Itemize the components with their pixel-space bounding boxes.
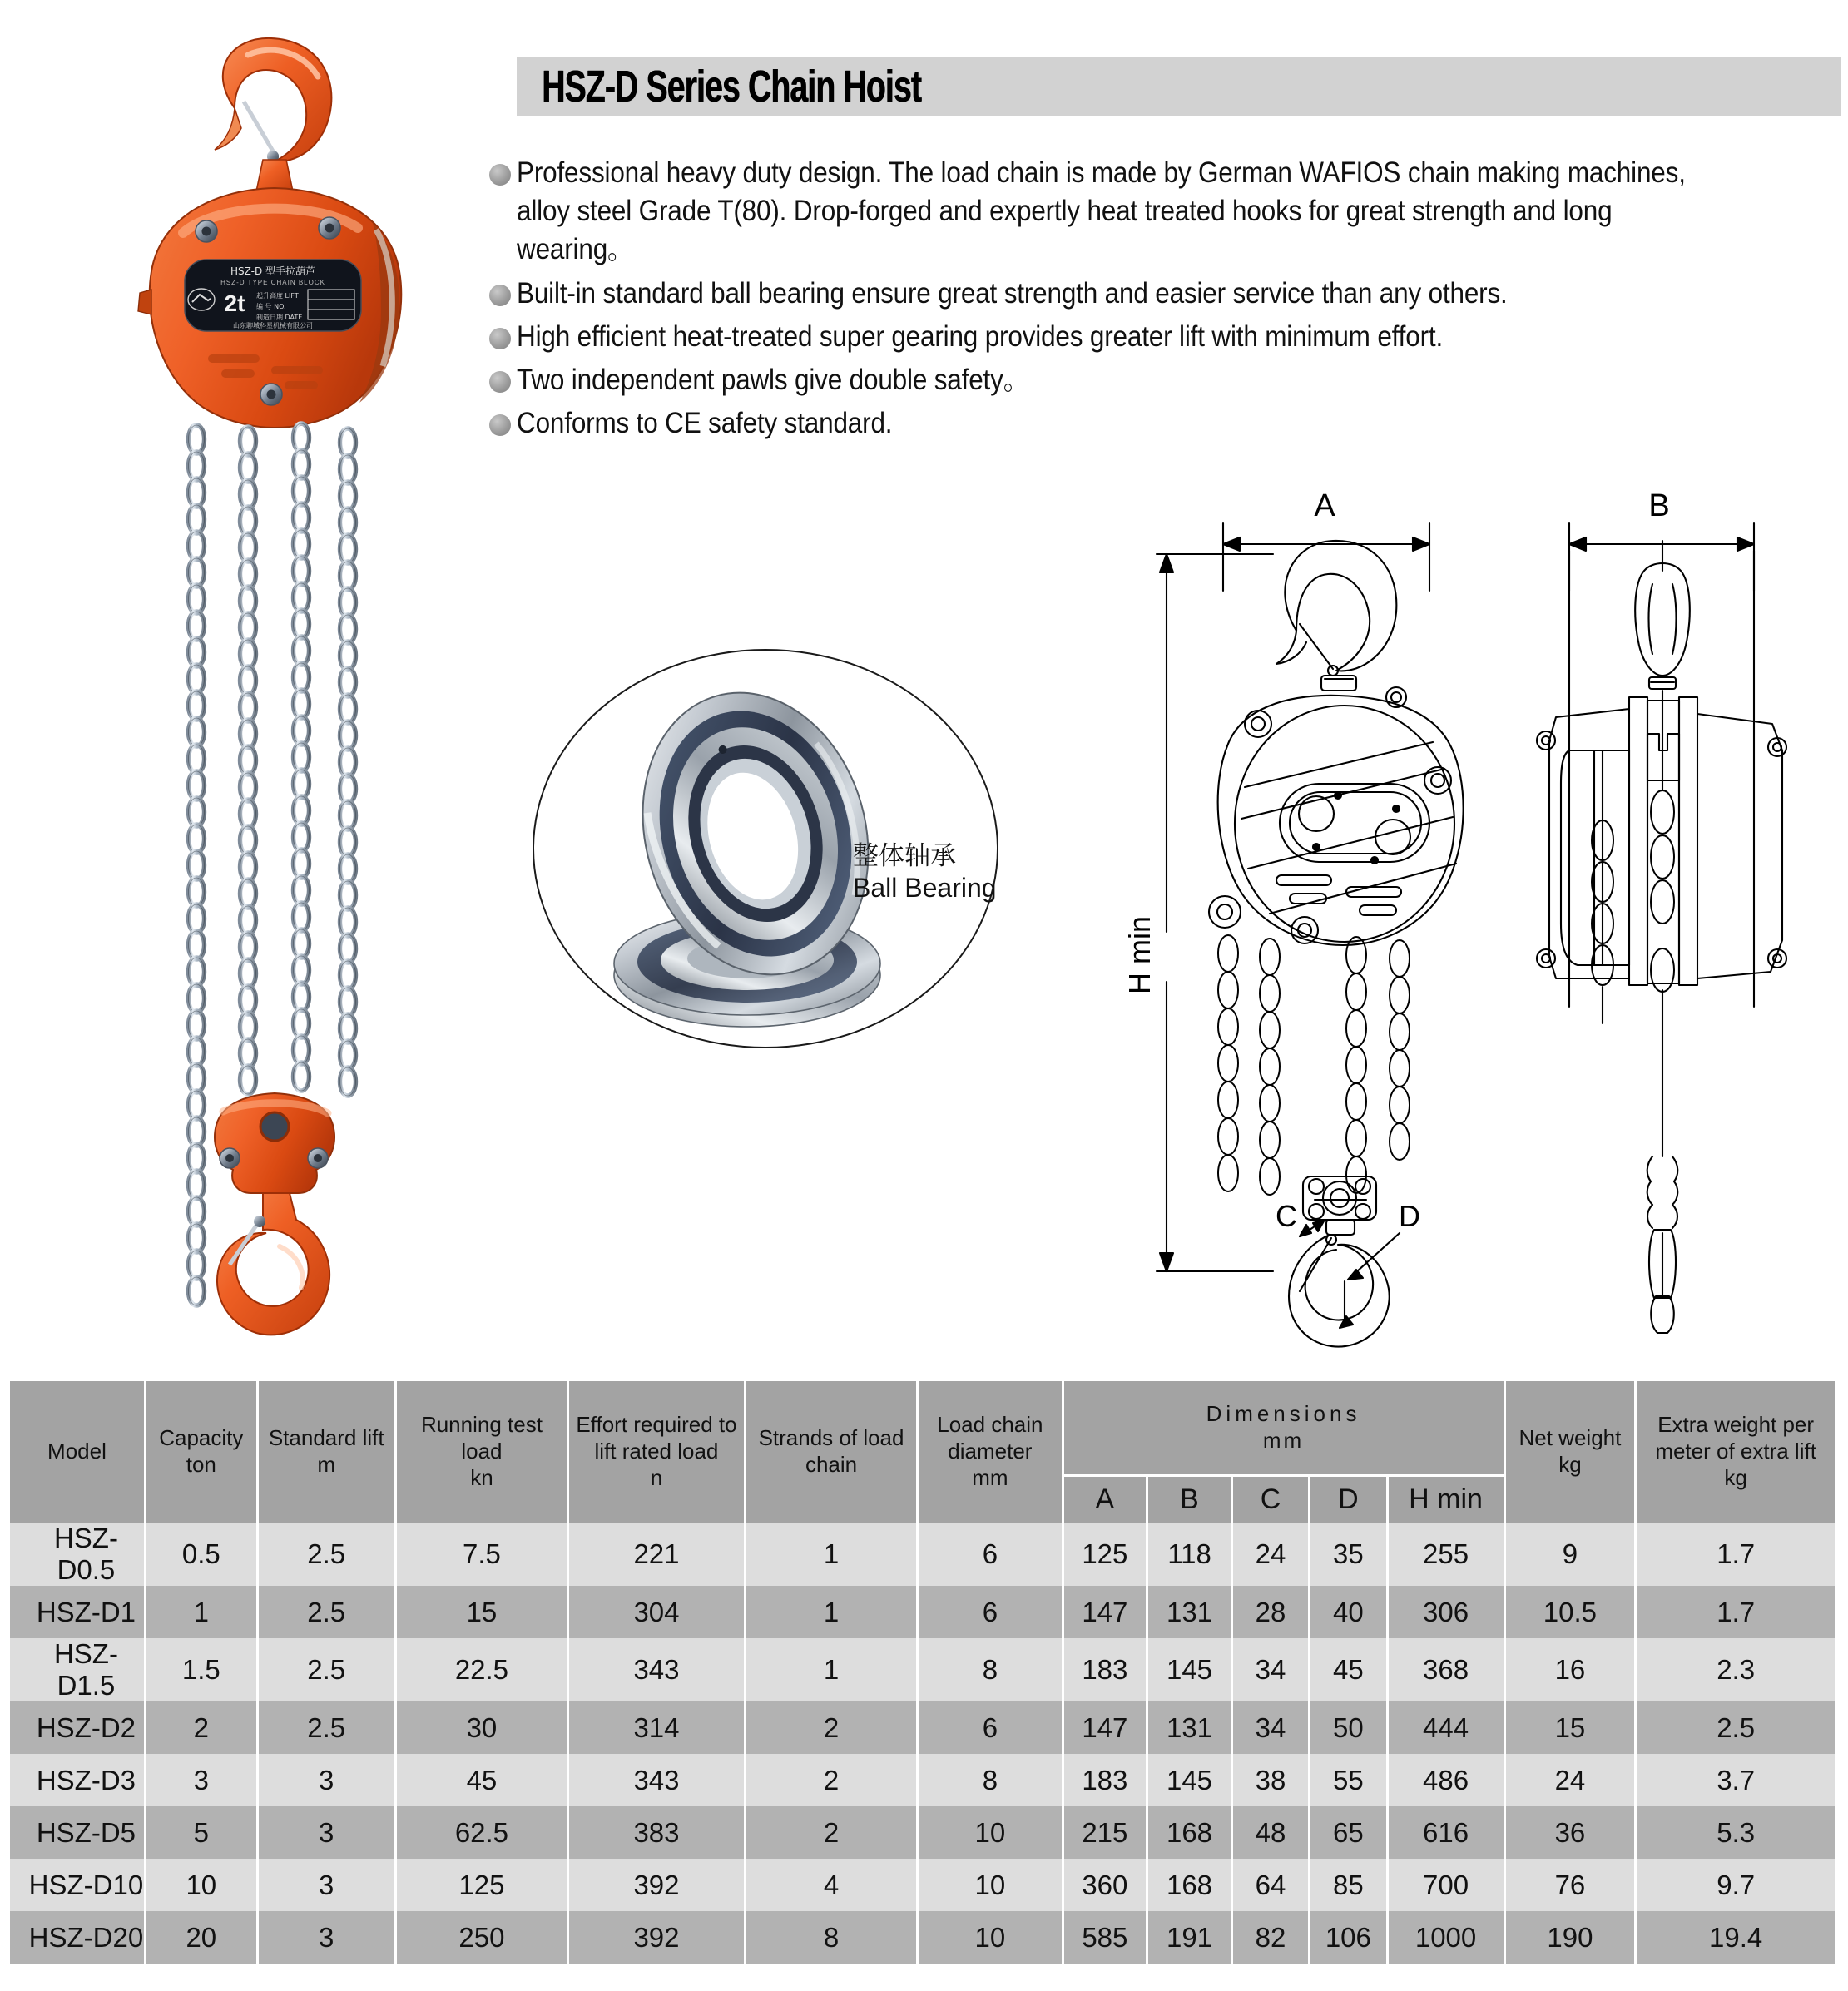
col-header-capacity: Capacity ton <box>146 1381 259 1523</box>
title-banner <box>517 57 1841 116</box>
bullet-dot-icon <box>489 371 511 393</box>
cell-test-load: 7.5 <box>397 1523 569 1586</box>
cell-effort: 383 <box>569 1806 746 1859</box>
cell-model: HSZ-D0.5 <box>10 1523 146 1586</box>
bullet-dot-icon <box>489 285 511 306</box>
cell-strands: 2 <box>746 1754 919 1806</box>
cell-chain-dia: 8 <box>919 1638 1063 1701</box>
cell-effort: 314 <box>569 1701 746 1754</box>
col-header-dim-a: A <box>1064 1474 1149 1523</box>
cell-test-load: 250 <box>397 1911 569 1964</box>
dim-label-d: D <box>1399 1199 1420 1233</box>
cell-hmin: 444 <box>1389 1701 1506 1754</box>
dim-label-c: C <box>1276 1199 1297 1233</box>
cell-hmin: 368 <box>1389 1638 1506 1701</box>
cell-d: 35 <box>1310 1523 1388 1586</box>
cell-c: 34 <box>1233 1638 1310 1701</box>
cell-d: 85 <box>1310 1859 1388 1911</box>
col-header-dim-c: C <box>1233 1474 1310 1523</box>
bearing-label-en: Ball Bearing <box>853 872 997 903</box>
col-header-chain-diameter: Load chain diameter mm <box>919 1381 1063 1523</box>
cell-a: 215 <box>1064 1806 1149 1859</box>
cell-c: 48 <box>1233 1806 1310 1859</box>
table-header <box>10 1381 1837 1523</box>
cell-model: HSZ-D20 <box>10 1911 146 1964</box>
chain-strand-4 <box>340 428 356 1096</box>
cell-strands: 1 <box>746 1586 919 1638</box>
cell-a: 183 <box>1064 1754 1149 1806</box>
cell-chain-dia: 10 <box>919 1806 1063 1859</box>
cell-capacity: 1 <box>146 1586 259 1638</box>
cell-model: HSZ-D10 <box>10 1859 146 1911</box>
cell-strands: 1 <box>746 1638 919 1701</box>
svg-text:2t: 2t <box>224 290 245 316</box>
cell-net-weight: 24 <box>1506 1754 1637 1806</box>
col-header-standard-lift: Standard lift m <box>259 1381 397 1523</box>
cell-a: 147 <box>1064 1586 1149 1638</box>
svg-text:山东聊城科星机械有限公司: 山东聊城科星机械有限公司 <box>233 322 313 329</box>
cell-lift: 3 <box>259 1806 397 1859</box>
cell-b: 131 <box>1148 1701 1233 1754</box>
cell-extra-weight: 5.3 <box>1637 1806 1837 1859</box>
cell-extra-weight: 3.7 <box>1637 1754 1837 1806</box>
cell-b: 145 <box>1148 1638 1233 1701</box>
feature-text: Built-in standard ball bearing ensure great strength and easier service than any others. <box>517 276 1508 310</box>
cell-model: HSZ-D5 <box>10 1806 146 1859</box>
table-row <box>10 1701 1837 1754</box>
cell-net-weight: 9 <box>1506 1523 1637 1586</box>
cell-c: 24 <box>1233 1523 1310 1586</box>
cell-hmin: 616 <box>1389 1806 1506 1859</box>
list-item <box>489 154 1837 270</box>
bullet-dot-icon <box>489 164 511 186</box>
feature-list <box>489 154 1837 448</box>
col-header-model: Model <box>10 1381 146 1523</box>
col-header-dim-b: B <box>1148 1474 1233 1523</box>
cell-capacity: 3 <box>146 1754 259 1806</box>
cell-d: 50 <box>1310 1701 1388 1754</box>
cell-test-load: 22.5 <box>397 1638 569 1701</box>
col-header-dim-hmin: H min <box>1389 1474 1506 1523</box>
cell-net-weight: 16 <box>1506 1638 1637 1701</box>
table-body <box>10 1523 1837 1964</box>
feature-text: High efficient heat-treated super gearing provides greater lift with minimum effort. <box>517 319 1444 353</box>
col-header-net-weight: Net weight kg <box>1506 1381 1637 1523</box>
feature-text: Professional heavy duty design. The load chain is made by German WAFIOS chain making machines, alloy steel Grade T(80). Drop-forged and expertly heat treated hooks for great strength and long wearing。 <box>517 156 1686 266</box>
cell-model: HSZ-D1.5 <box>10 1638 146 1701</box>
cell-b: 118 <box>1148 1523 1233 1586</box>
product-photo <box>108 25 458 1348</box>
bearing-label-cn: 整体轴承 <box>853 841 956 871</box>
cell-d: 106 <box>1310 1911 1388 1964</box>
cell-lift: 3 <box>259 1911 397 1964</box>
cell-strands: 2 <box>746 1701 919 1754</box>
list-item <box>489 275 1837 313</box>
col-header-effort-required: Effort required to lift rated load n <box>569 1381 746 1523</box>
cell-c: 34 <box>1233 1701 1310 1754</box>
cell-extra-weight: 2.5 <box>1637 1701 1837 1754</box>
cell-lift: 2.5 <box>259 1523 397 1586</box>
chain-strand-3 <box>294 423 310 1091</box>
cell-hmin: 255 <box>1389 1523 1506 1586</box>
cell-capacity: 20 <box>146 1911 259 1964</box>
col-header-dim-d: D <box>1310 1474 1388 1523</box>
cell-capacity: 1.5 <box>146 1638 259 1701</box>
cell-net-weight: 10.5 <box>1506 1586 1637 1638</box>
cell-c: 38 <box>1233 1754 1310 1806</box>
table-row <box>10 1911 1837 1964</box>
cell-capacity: 0.5 <box>146 1523 259 1586</box>
table-row <box>10 1754 1837 1806</box>
cell-net-weight: 36 <box>1506 1806 1637 1859</box>
table-row <box>10 1586 1837 1638</box>
cell-effort: 221 <box>569 1523 746 1586</box>
feature-text: Conforms to CE safety standard. <box>517 407 893 440</box>
svg-text:HSZ-D TYPE CHAIN BLOCK: HSZ-D TYPE CHAIN BLOCK <box>220 279 325 286</box>
chain-hoist-photo-illustration <box>108 25 458 1348</box>
cell-extra-weight: 19.4 <box>1637 1911 1837 1964</box>
cell-test-load: 15 <box>397 1586 569 1638</box>
cell-effort: 392 <box>569 1859 746 1911</box>
cell-chain-dia: 6 <box>919 1523 1063 1586</box>
ball-bearing-callout <box>533 649 998 1048</box>
bullet-dot-icon <box>489 328 511 349</box>
cell-capacity: 5 <box>146 1806 259 1859</box>
list-item <box>489 318 1837 356</box>
list-item <box>489 404 1837 443</box>
specification-table <box>10 1381 1837 1964</box>
cell-hmin: 1000 <box>1389 1911 1506 1964</box>
cell-test-load: 30 <box>397 1701 569 1754</box>
cell-effort: 304 <box>569 1586 746 1638</box>
cell-effort: 392 <box>569 1911 746 1964</box>
table-row <box>10 1523 1837 1586</box>
cell-a: 360 <box>1064 1859 1149 1911</box>
cell-strands: 8 <box>746 1911 919 1964</box>
cell-net-weight: 15 <box>1506 1701 1637 1754</box>
cell-c: 82 <box>1233 1911 1310 1964</box>
cell-effort: 343 <box>569 1754 746 1806</box>
cell-lift: 3 <box>259 1754 397 1806</box>
cell-c: 64 <box>1233 1859 1310 1911</box>
cell-a: 147 <box>1064 1701 1149 1754</box>
cell-capacity: 10 <box>146 1859 259 1911</box>
bullet-dot-icon <box>489 414 511 436</box>
cell-hmin: 306 <box>1389 1586 1506 1638</box>
bottom-hook <box>217 1193 329 1335</box>
cell-capacity: 2 <box>146 1701 259 1754</box>
cell-b: 168 <box>1148 1806 1233 1859</box>
cell-strands: 2 <box>746 1806 919 1859</box>
cell-lift: 2.5 <box>259 1701 397 1754</box>
cell-lift: 3 <box>259 1859 397 1911</box>
cell-c: 28 <box>1233 1586 1310 1638</box>
svg-text:制造日期 DATE: 制造日期 DATE <box>256 314 303 321</box>
dimension-drawings <box>1107 491 1847 1348</box>
cell-b: 145 <box>1148 1754 1233 1806</box>
chain-strand-1 <box>189 425 205 1305</box>
cell-d: 65 <box>1310 1806 1388 1859</box>
cell-model: HSZ-D2 <box>10 1701 146 1754</box>
cell-chain-dia: 10 <box>919 1911 1063 1964</box>
svg-text:编 号 NO.: 编 号 NO. <box>256 303 286 310</box>
cell-d: 45 <box>1310 1638 1388 1701</box>
svg-text:HSZ-D 型手拉葫芦: HSZ-D 型手拉葫芦 <box>230 265 316 277</box>
cell-a: 585 <box>1064 1911 1149 1964</box>
cell-test-load: 62.5 <box>397 1806 569 1859</box>
cell-extra-weight: 1.7 <box>1637 1523 1837 1586</box>
cell-model: HSZ-D3 <box>10 1754 146 1806</box>
cell-extra-weight: 1.7 <box>1637 1586 1837 1638</box>
cell-test-load: 125 <box>397 1859 569 1911</box>
col-header-dimensions-group: Dimensions mm <box>1064 1381 1506 1474</box>
cell-lift: 2.5 <box>259 1586 397 1638</box>
dim-label-a: A <box>1314 491 1335 523</box>
col-header-strands: Strands of load chain <box>746 1381 919 1523</box>
hook-safety-latch <box>244 102 275 154</box>
cell-strands: 4 <box>746 1859 919 1911</box>
chain-strand-2 <box>240 427 256 1094</box>
cell-d: 55 <box>1310 1754 1388 1806</box>
cell-net-weight: 76 <box>1506 1859 1637 1911</box>
cell-model: HSZ-D1 <box>10 1586 146 1638</box>
cell-a: 125 <box>1064 1523 1149 1586</box>
technical-drawings <box>1107 491 1847 1348</box>
cell-test-load: 45 <box>397 1754 569 1806</box>
top-hook <box>223 38 332 161</box>
cell-chain-dia: 8 <box>919 1754 1063 1806</box>
svg-text:起升高度 LIFT: 起升高度 LIFT <box>256 292 299 300</box>
cell-b: 191 <box>1148 1911 1233 1964</box>
table-row <box>10 1638 1837 1701</box>
cell-lift: 2.5 <box>259 1638 397 1701</box>
cell-strands: 1 <box>746 1523 919 1586</box>
cell-d: 40 <box>1310 1586 1388 1638</box>
bearing-label-group <box>853 842 1003 904</box>
page-title: HSZ-D Series Chain Hoist <box>542 62 921 111</box>
cell-effort: 343 <box>569 1638 746 1701</box>
spec-table <box>10 1381 1837 1964</box>
feature-text: Two independent pawls give double safety。 <box>517 363 1030 396</box>
cell-chain-dia: 6 <box>919 1586 1063 1638</box>
cell-extra-weight: 9.7 <box>1637 1859 1837 1911</box>
cell-b: 131 <box>1148 1586 1233 1638</box>
col-header-running-test-load: Running test load kn <box>397 1381 569 1523</box>
cell-b: 168 <box>1148 1859 1233 1911</box>
cell-hmin: 700 <box>1389 1859 1506 1911</box>
cell-chain-dia: 10 <box>919 1859 1063 1911</box>
cell-net-weight: 190 <box>1506 1911 1637 1964</box>
cell-a: 183 <box>1064 1638 1149 1701</box>
cell-extra-weight: 2.3 <box>1637 1638 1837 1701</box>
col-header-extra-weight: Extra weight per meter of extra lift kg <box>1637 1381 1837 1523</box>
dim-label-b: B <box>1648 491 1670 523</box>
table-row <box>10 1806 1837 1859</box>
list-item <box>489 361 1837 399</box>
cell-hmin: 486 <box>1389 1754 1506 1806</box>
dim-label-hmin: H min <box>1122 915 1157 995</box>
table-row <box>10 1859 1837 1911</box>
cell-chain-dia: 6 <box>919 1701 1063 1754</box>
bottom-hook-block <box>215 1093 334 1193</box>
